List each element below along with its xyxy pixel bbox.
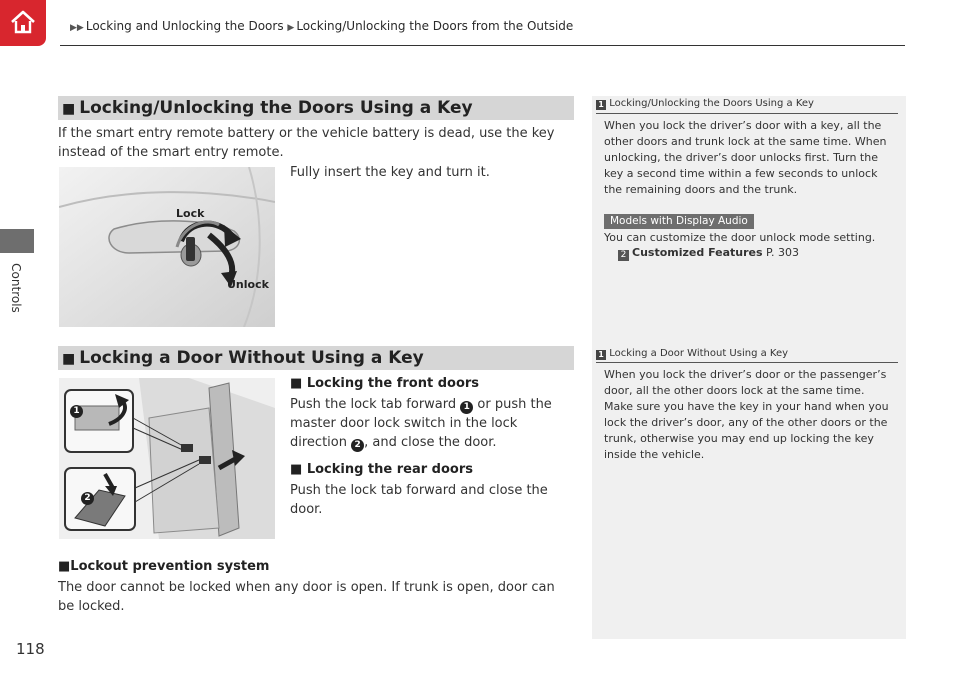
note-marker-icon: 1 xyxy=(596,350,606,360)
header-rule xyxy=(60,45,905,46)
breadcrumb-item[interactable]: Locking/Unlocking the Doors from the Outside xyxy=(296,19,574,33)
home-icon xyxy=(9,8,37,36)
section1-instruction: Fully insert the key and turn it. xyxy=(290,165,490,180)
lockout-text: The door cannot be locked when any door is open. If trunk is open, door can be locked. xyxy=(58,580,555,614)
note2-title: 1 Locking a Door Without Using a Key xyxy=(596,348,788,360)
key-lock-figure xyxy=(59,167,275,327)
rear-doors-heading: ■ Locking the rear doors xyxy=(290,462,473,477)
square-bullet-icon: ■ xyxy=(58,559,71,574)
square-bullet-icon: ■ xyxy=(290,376,307,391)
lockout-heading: ■Lockout prevention system xyxy=(58,559,270,574)
side-section-tab[interactable] xyxy=(0,229,34,253)
page-number: 118 xyxy=(16,640,45,658)
front-doors-heading: ■ Locking the front doors xyxy=(290,376,480,391)
notes-sidebar xyxy=(592,96,906,639)
note2-rule xyxy=(596,362,898,363)
models-badge: Models with Display Audio xyxy=(604,214,754,229)
note1-text: When you lock the driver’s door with a key, all the other doors and trunk lock at the same time. When unlocking, the driver’s door unlocks first. Turn the key a second time within a few seconds to unlock the remaining doors and the trunk. xyxy=(604,119,887,196)
side-section-label: Controls xyxy=(9,263,23,313)
note1-rule xyxy=(596,113,898,114)
breadcrumb xyxy=(70,19,573,33)
square-bullet-icon: ■ xyxy=(62,351,76,367)
lock-label: Lock xyxy=(176,207,205,220)
rear-doors-text: Push the lock tab forward and close the door. xyxy=(290,483,548,517)
cross-reference-icon: 2 xyxy=(618,250,629,261)
square-bullet-icon: ■ xyxy=(62,101,76,117)
section1-intro: If the smart entry remote battery or the vehicle battery is dead, use the key instead of the smart entry remote. xyxy=(58,126,555,160)
customized-features-link[interactable]: 2 Customized Features P. 303 xyxy=(618,246,799,261)
note-marker-icon: 1 xyxy=(596,100,606,110)
note1-text2: You can customize the door unlock mode setting. xyxy=(604,231,876,244)
door-handle-illustration xyxy=(59,167,275,327)
callout-1-inline: 1 xyxy=(460,401,473,414)
door-lock-figure xyxy=(59,378,275,539)
note1-title: 1 Locking/Unlocking the Doors Using a Key xyxy=(596,98,814,110)
front-doors-text: Push the lock tab forward 1 or push the master door lock switch in the lock direction 2 , and close the door. xyxy=(290,397,552,450)
square-bullet-icon: ■ xyxy=(290,462,307,477)
door-interior-illustration xyxy=(59,378,275,539)
section-heading-key: ■ Locking/Unlocking the Doors Using a Key xyxy=(58,96,574,120)
unlock-label: Unlock xyxy=(227,278,269,291)
home-button[interactable] xyxy=(0,0,46,46)
note2-text: When you lock the driver’s door or the passenger’s door, all the other doors lock at the same time. Make sure you have the key in your hand when you lock the driver’s door, any of the other doors or the trunk, otherwise you may end up locking the key inside the vehicle. xyxy=(604,368,889,461)
section-heading-without-key: ■ Locking a Door Without Using a Key xyxy=(58,346,574,370)
callout-2-badge: 2 xyxy=(81,492,94,505)
breadcrumb-arrow-icon: ▶ xyxy=(287,23,295,33)
callout-1-badge: 1 xyxy=(70,405,83,418)
breadcrumb-item[interactable]: Locking and Unlocking the Doors xyxy=(85,19,284,33)
callout-2-inline: 2 xyxy=(351,439,364,452)
breadcrumb-arrow-icon: ▶▶ xyxy=(70,23,84,33)
